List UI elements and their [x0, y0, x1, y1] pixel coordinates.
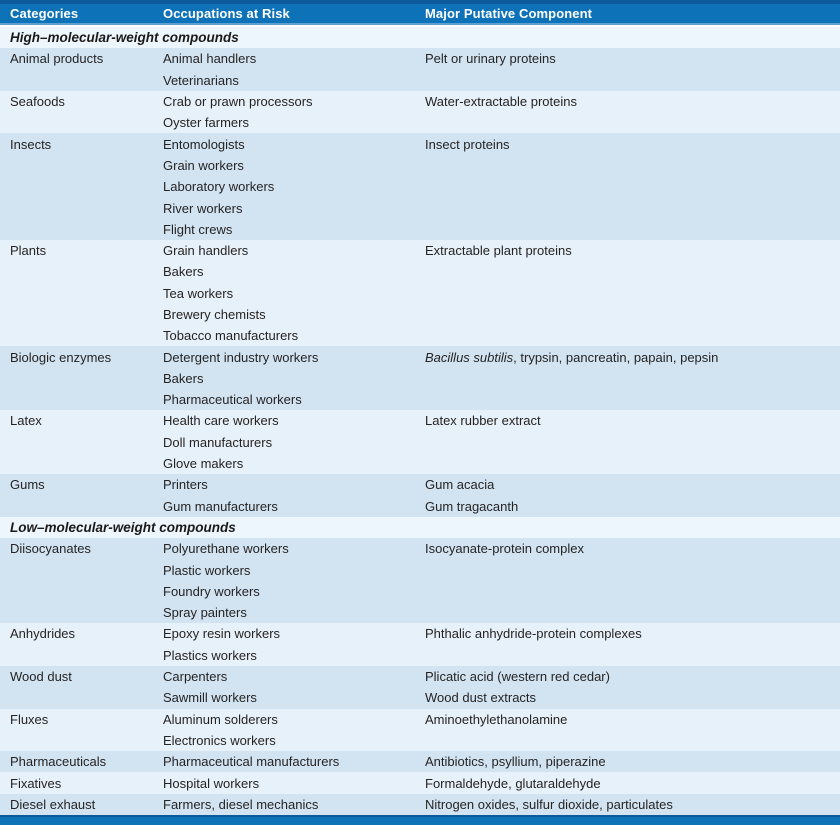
category-cell: [0, 709, 153, 752]
occupation-item: Hospital workers: [163, 775, 260, 791]
component-cell: [415, 48, 840, 91]
occupation-item: Farmers, diesel mechanics: [163, 796, 319, 812]
occupation-item: Flight crews: [163, 221, 233, 237]
component-cell: [415, 410, 840, 474]
table-row: [0, 709, 840, 752]
table-row: [0, 751, 840, 772]
category-cell: [0, 474, 153, 517]
occupation-item: Foundry workers: [163, 583, 260, 599]
component-item: Latex rubber extract: [425, 413, 541, 429]
table-row: [0, 772, 840, 793]
component-item: Phthalic anhydride-protein complexes: [425, 626, 642, 642]
table-row: [0, 538, 840, 623]
occupation-item: Animal handlers: [163, 51, 257, 67]
occupation-item: Brewery chemists: [163, 307, 266, 322]
occupations-cell: [153, 794, 415, 815]
occupation-item: Spray painters: [163, 605, 247, 621]
category-cell: [0, 538, 153, 623]
category-cell: [0, 133, 153, 239]
component-cell: [415, 240, 840, 346]
occupation-item: Laboratory workers: [163, 179, 275, 195]
category-cell: [0, 772, 153, 793]
header-major-putative-component: Major Putative Component: [425, 6, 593, 21]
table-row: [0, 666, 840, 709]
table-row: [0, 474, 840, 517]
table-row: [0, 48, 840, 91]
component-item: Bacillus subtilis , trypsin, pancreatin, papain, pepsin: [425, 349, 719, 365]
category-label: Pharmaceuticals: [10, 754, 107, 770]
component-item: Insect proteins: [425, 136, 510, 152]
occupations-cell: [153, 772, 415, 793]
species-name-italic: Bacillus subtilis: [425, 349, 514, 365]
component-item: Gum tragacanth: [425, 498, 519, 514]
category-cell: [0, 794, 153, 815]
occupations-cell: [153, 709, 415, 752]
occupation-item: Epoxy resin workers: [163, 626, 281, 642]
occupation-item: Health care workers: [163, 413, 279, 429]
category-label: Biologic enzymes: [10, 349, 112, 365]
component-item: Nitrogen oxides, sulfur dioxide, particulates: [425, 796, 673, 812]
occupation-item: Crab or prawn processors: [163, 94, 313, 110]
occupation-item: Gum manufacturers: [163, 498, 278, 514]
table-row: [0, 240, 840, 346]
category-label: Diesel exhaust: [10, 796, 96, 812]
occupations-cell: [153, 538, 415, 623]
occupation-item: Aluminum solderers: [163, 711, 278, 727]
occupation-item: Oyster farmers: [163, 115, 249, 131]
occupation-item: Plastic workers: [163, 562, 251, 578]
bottom-border-bar: [0, 815, 840, 825]
occupation-item: Pharmaceutical workers: [163, 392, 302, 408]
component-cell: [415, 538, 840, 623]
occupation-item: Bakers: [163, 264, 204, 280]
occupation-item: Printers: [163, 477, 208, 493]
category-label: Anhydrides: [10, 626, 76, 642]
category-cell: [0, 666, 153, 709]
category-label: Diisocyanates: [10, 541, 91, 557]
occupation-item: Pharmaceutical manufacturers: [163, 754, 340, 770]
component-item: Formaldehyde, glutaraldehyde: [425, 775, 601, 791]
table-header: [0, 0, 840, 25]
occupation-item: Detergent industry workers: [163, 349, 319, 365]
component-item: Isocyanate-protein complex: [425, 541, 584, 557]
occupations-cell: [153, 346, 415, 410]
category-label: Wood dust: [10, 669, 72, 685]
occupation-item: Veterinarians: [163, 72, 239, 88]
category-cell: [0, 48, 153, 91]
category-label: Animal products: [10, 51, 104, 67]
component-cell: [415, 666, 840, 709]
component-cell: [415, 794, 840, 815]
occupations-cell: [153, 133, 415, 239]
component-cell: [415, 474, 840, 517]
header-categories: Categories: [10, 6, 79, 21]
section-header: Low–molecular-weight compounds: [0, 517, 840, 538]
category-label: Insects: [10, 136, 52, 152]
component-item: Antibiotics, psyllium, piperazine: [425, 754, 606, 770]
table-row: [0, 623, 840, 666]
occupation-item: Polyurethane workers: [163, 541, 289, 557]
table-row: [0, 410, 840, 474]
occupations-cell: [153, 474, 415, 517]
occupations-cell: [153, 91, 415, 134]
occupation-item: Entomologists: [163, 136, 245, 152]
component-cell: [415, 772, 840, 793]
occupation-item: Glove makers: [163, 456, 244, 472]
section-header: High–molecular-weight compounds: [0, 27, 840, 48]
occupation-item: Doll manufacturers: [163, 434, 273, 450]
category-label: Fluxes: [10, 711, 49, 727]
category-cell: [0, 410, 153, 474]
occupation-item: Plastics workers: [163, 647, 257, 663]
category-cell: [0, 751, 153, 772]
category-cell: [0, 346, 153, 410]
component-cell: [415, 709, 840, 752]
occupation-item: Grain handlers: [163, 243, 249, 259]
occupations-cell: [153, 48, 415, 91]
occupation-item: Tea workers: [163, 285, 234, 301]
occupations-cell: [153, 240, 415, 346]
component-item: Wood dust extracts: [425, 690, 537, 706]
component-item: Aminoethylethanolamine: [425, 711, 568, 727]
occupation-item: Electronics workers: [163, 732, 276, 748]
occupations-cell: [153, 623, 415, 666]
table-row: [0, 346, 840, 410]
table-row: [0, 91, 840, 134]
component-cell: [415, 91, 840, 134]
component-item: Gum acacia: [425, 477, 495, 493]
component-item: Pelt or urinary proteins: [425, 51, 556, 67]
category-cell: [0, 240, 153, 346]
occupations-cell: [153, 410, 415, 474]
table-row: [0, 794, 840, 815]
category-label: Fixatives: [10, 775, 62, 791]
category-cell: [0, 623, 153, 666]
category-cell: [0, 91, 153, 134]
occupation-item: River workers: [163, 200, 243, 216]
occupation-item: Tobacco manufacturers: [163, 328, 299, 344]
component-item: Extractable plant proteins: [425, 243, 572, 259]
category-label: Seafoods: [10, 94, 65, 110]
header-occupations-at-risk: Occupations at Risk: [163, 6, 290, 21]
table-row: [0, 133, 840, 239]
occupations-cell: [153, 751, 415, 772]
component-cell: [415, 133, 840, 239]
component-item: Plicatic acid (western red cedar): [425, 669, 610, 685]
category-label: Plants: [10, 243, 47, 259]
category-label: Gums: [10, 477, 45, 493]
component-cell: [415, 751, 840, 772]
component-cell: [415, 623, 840, 666]
category-label: Latex: [10, 413, 42, 429]
component-cell: [415, 346, 840, 410]
table-body: [0, 27, 840, 815]
occupation-item: Grain workers: [163, 157, 244, 173]
occupation-item: Carpenters: [163, 669, 228, 685]
component-item: Water-extractable proteins: [425, 94, 577, 110]
occupations-cell: [153, 666, 415, 709]
occupation-item: Bakers: [163, 370, 204, 386]
occupation-item: Sawmill workers: [163, 690, 257, 706]
